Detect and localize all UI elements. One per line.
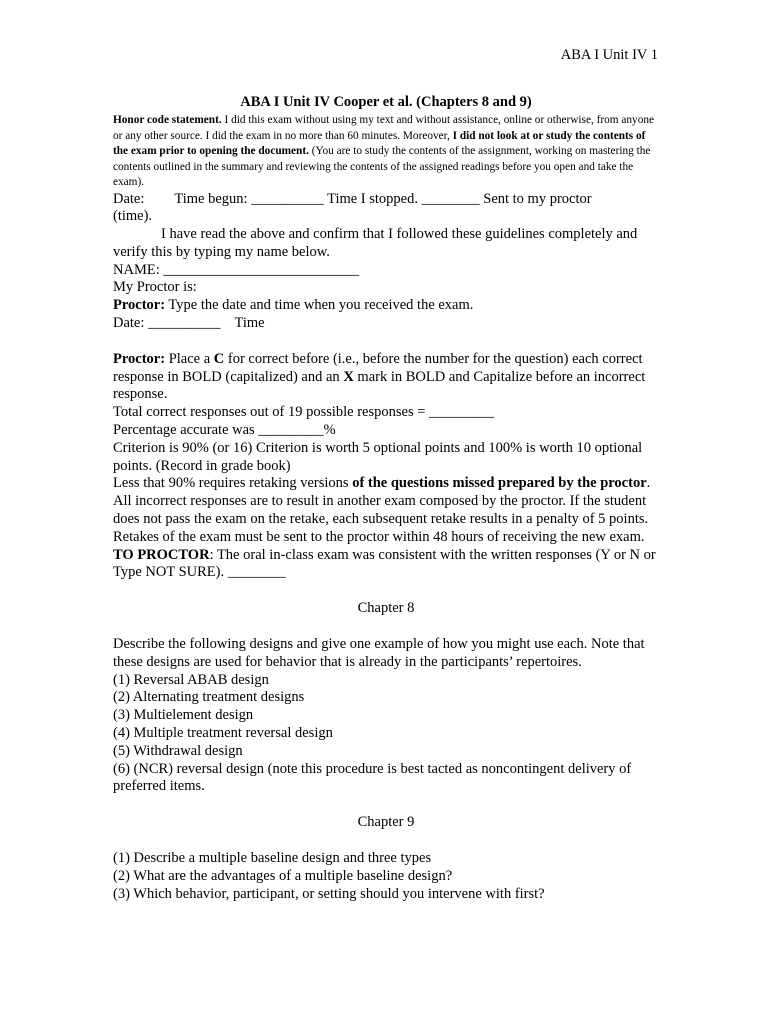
honor-bold-text: I did not look at or study the contents of the exam prior to opening the document. [113,129,646,157]
time-stopped-field: Time I stopped. ________ [327,190,480,207]
page-title: ABA I Unit IV Cooper et al. (Chapters 8 and 9) [240,94,532,110]
correct-mark: C [213,350,225,367]
to-proctor-label: TO PROCTOR [113,546,210,563]
chapter-8-heading: Chapter 8 [357,600,415,617]
honor-text-1: I did this exam without using my text and without assistance, online or otherwise, from anyone or any other source. I did the exam in no more than 60 minutes. Moreover, [113,114,655,142]
list-item: (2) What are the advantages of a multiple baseline design? [113,867,453,884]
total-correct-line: Total correct responses out of 19 possible responses = _________ [113,404,495,421]
honor-label: Honor code statement. [113,114,222,126]
list-item: (3) Which behavior, participant, or setting should you intervene with first? [113,885,545,902]
time-begun-field: Time begun: __________ [174,190,324,207]
incorrect-mark: X [343,368,354,385]
proctor-label: Proctor: [113,297,166,314]
list-item: (3) Multielement design [113,707,254,724]
name-field: NAME: ___________________________ [113,261,360,278]
date-time-line [113,191,659,227]
retake-policy: Less that 90% requires retaking versions of the questions missed prepared by the proctor. All incorrect responses are to result in another exam composed by the proctor. If the student does not pass the exam on the retake, each subsequent retake results in a penalty of 5 points. Retakes of the exam must be sent to the proctor within 48 hours of receiving the new exam. [113,475,651,545]
list-item: (2) Alternating treatment designs [113,689,305,706]
grading-proctor-label: Proctor: [113,350,166,367]
proctor-date-field: Date: __________ [113,315,221,332]
retake-bold: of the questions missed prepared by the proctor [352,475,647,492]
list-item: (5) Withdrawal design [113,742,243,759]
proctor-date-line [113,315,659,333]
running-head: ABA I Unit IV 1 [560,47,658,63]
chapter-8-intro: Describe the following designs and give one example of how you might use each. Note that these designs are used for behavior that is already in the participants’ repertoires. [113,636,645,670]
proctor-instruction-text: Type the date and time when you received the exam. [165,297,474,314]
criterion-line: Criterion is 90% (or 16) Criterion is worth 5 optional points and 100% is worth 10 optional points. (Record in grade book) [113,439,643,474]
list-item: (1) Reversal ABAB design [113,671,269,688]
sent-to-proctor-field: Sent to my proctor [483,190,592,207]
honor-text-2: (You are to study the contents of the assignment, working on mastering the contents outlined in the summary and reviewing the contents of the assigned readings before you open and take the exam). [113,145,651,188]
chapter-9-heading: Chapter 9 [357,814,415,831]
confirm-statement: I have read the above and confirm that I followed these guidelines completely and verify this by typing my name below. [113,226,638,260]
document-body [113,93,659,903]
proctor-time-label: Time [234,315,265,332]
chapter-9-list [113,850,659,903]
list-item: (4) Multiple treatment reversal design [113,725,333,742]
proctor-instruction [113,297,659,315]
list-item: (6) (NCR) reversal design (note this procedure is best tacted as noncontingent delivery of preferred items. [113,760,632,795]
time-paren: (time). [113,208,153,225]
honor-code-statement [113,113,659,191]
to-proctor-line: TO PROCTOR: The oral in-class exam was consistent with the written responses (Y or N or Type NOT SURE). ________ [113,546,656,581]
list-item: (1) Describe a multiple baseline design and three types [113,850,432,866]
percentage-line: Percentage accurate was _________% [113,422,336,439]
grading-instruction: Proctor: Place a C for correct before (i.e., before the number for the question) each correct response in BOLD (capitalized) and an X mark in BOLD and Capitalize before an incorrect response. [113,350,646,403]
my-proctor-line: My Proctor is: [113,279,197,296]
chapter-8-list [113,672,659,797]
date-label: Date: [113,190,145,207]
